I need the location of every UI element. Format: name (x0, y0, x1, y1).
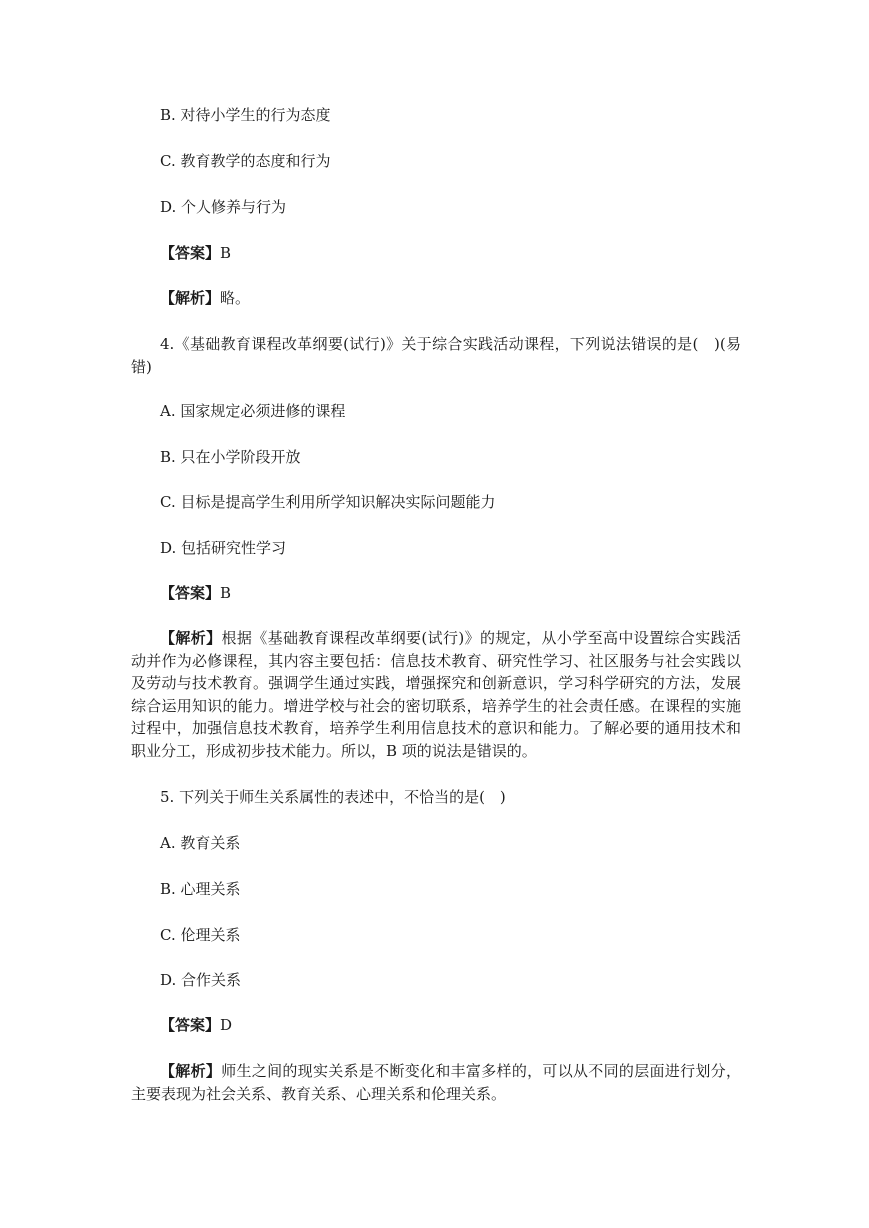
q4-analysis-label: 【解析】 (160, 629, 222, 647)
q3-option-d: D. 个人修养与行为 (160, 198, 287, 216)
q5-analysis-label: 【解析】 (160, 1062, 222, 1080)
q4-option-c: C. 目标是提高学生利用所学知识解决实际问题能力 (160, 493, 496, 511)
q3-answer-value: B (220, 244, 232, 262)
q5-option-b: B. 心理关系 (160, 880, 241, 898)
q4-answer (160, 582, 231, 604)
q5-answer-value: D (220, 1016, 233, 1034)
q4-answer-label: 【答案】 (160, 584, 221, 602)
q5-option-d: D. 合作关系 (160, 971, 242, 989)
q4-question: 4.《基础教育课程改革纲要(试行)》关于综合实践活动课程，下列说法错误的是( )(易错) (131, 335, 741, 376)
q4-option-a: A. 国家规定必须进修的课程 (160, 402, 346, 420)
q4-analysis-text: 根据《基础教育课程改革纲要(试行)》的规定，从小学至高中设置综合实践活动并作为必修课程，其内容主要包括：信息技术教育、研究性学习、社区服务与社会实践以及劳动与技术教育。强调学生通过实践，增强探究和创新意识，学习科学研究的方法，发展综合运用知识的能力。增进学校与社会的密切联系，培养学生的社会责任感。在课程的实施过程中，加强信息技术教育，培养学生利用信息技术的意识和能力。了解必要的通用技术和职业分工，形成初步技术能力。所以，B 项的说法是错误的。 (131, 629, 741, 760)
q5-answer-label: 【答案】 (160, 1016, 221, 1034)
q5-analysis (131, 1060, 741, 1105)
q3-answer (160, 242, 231, 264)
q3-analysis (160, 287, 250, 309)
q4-analysis (131, 627, 741, 762)
q5-option-c: C. 伦理关系 (160, 926, 241, 944)
q3-answer-label: 【答案】 (160, 244, 221, 262)
q5-analysis-text: 师生之间的现实关系是不断变化和丰富多样的，可以从不同的层面进行划分，主要表现为社会关系、教育关系、心理关系和伦理关系。 (131, 1062, 741, 1103)
q4-answer-value: B (220, 584, 232, 602)
q5-option-a: A. 教育关系 (160, 834, 241, 852)
q3-option-b: B. 对待小学生的行为态度 (160, 106, 331, 124)
q3-option-c: C. 教育教学的态度和行为 (160, 152, 331, 170)
q5-answer (160, 1014, 232, 1036)
q3-analysis-label: 【解析】 (160, 289, 221, 307)
q4-option-b: B. 只在小学阶段开放 (160, 448, 301, 466)
q5-question: 5. 下列关于师生关系属性的表述中，不恰当的是( ) (160, 788, 506, 806)
q4-option-d: D. 包括研究性学习 (160, 539, 287, 557)
q3-analysis-text: 略。 (220, 289, 251, 307)
